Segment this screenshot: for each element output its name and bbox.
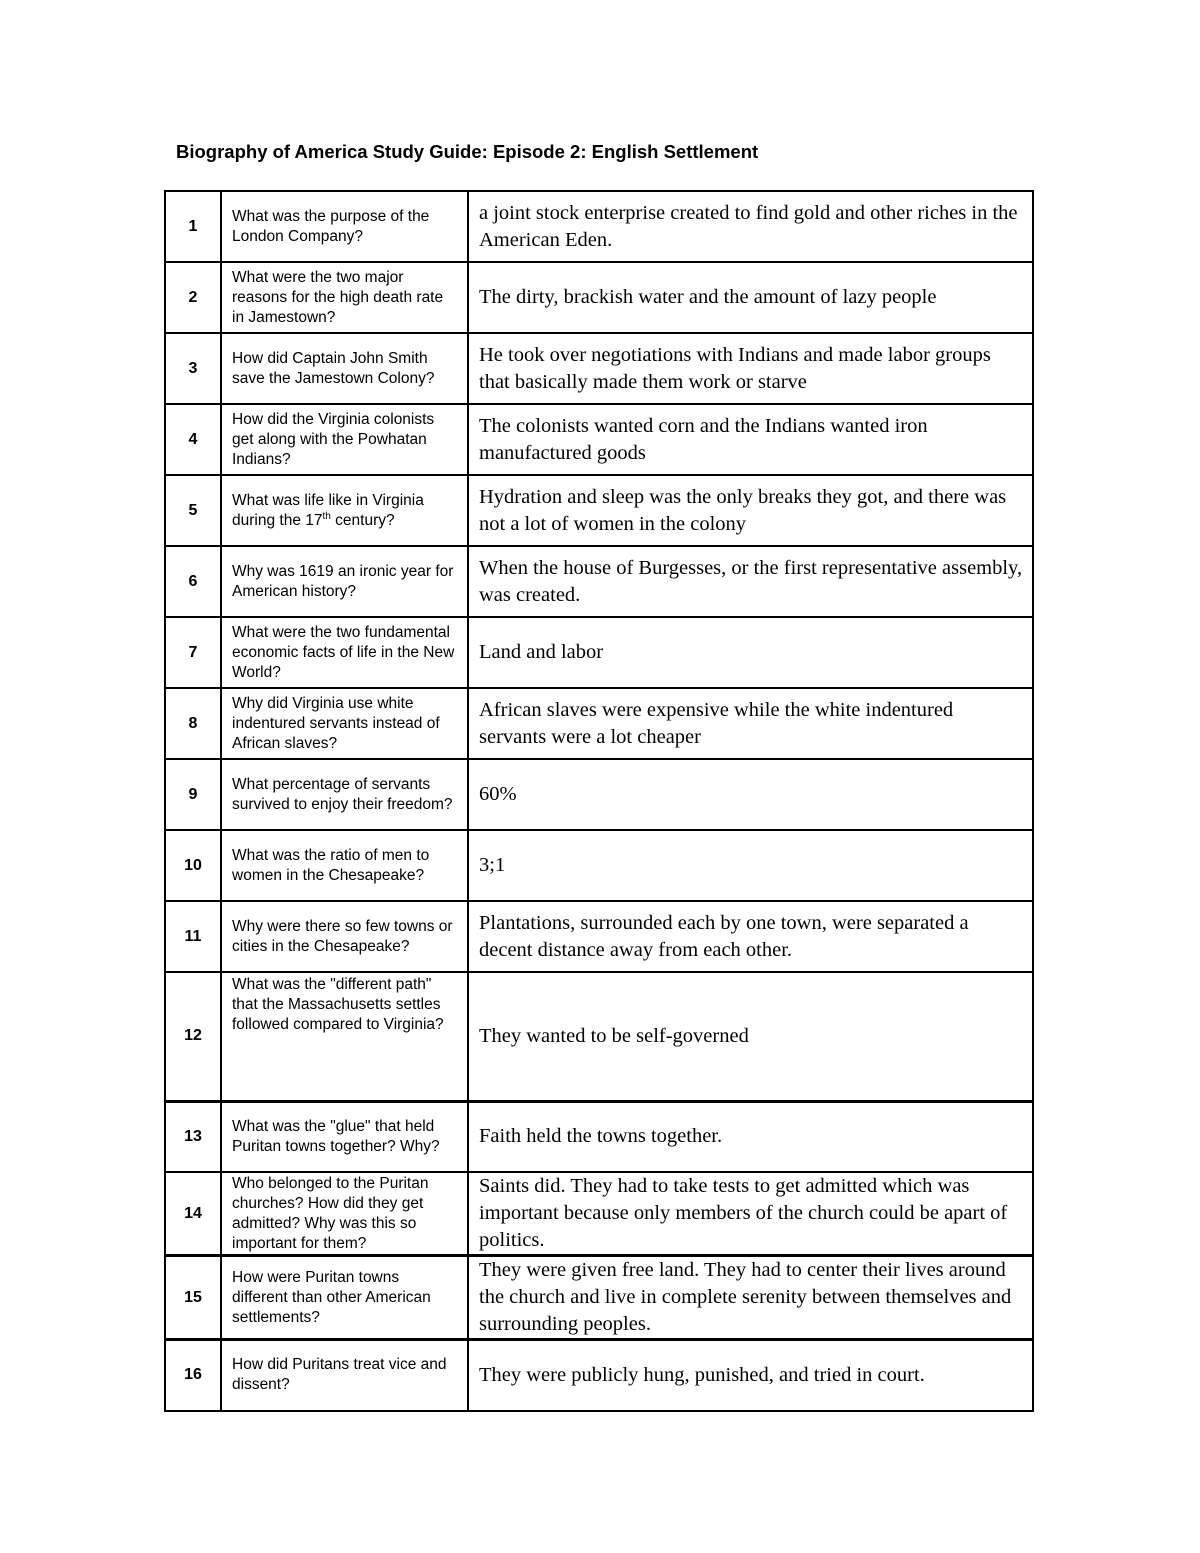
row-number: 1 xyxy=(165,191,221,262)
answer-cell: They were publicly hung, punished, and tried in court. xyxy=(468,1340,1033,1411)
table-row xyxy=(165,1172,1033,1256)
table-row xyxy=(165,191,1033,262)
answer-cell: Hydration and sleep was the only breaks they got, and there was not a lot of women in the colony xyxy=(468,475,1033,546)
table-row xyxy=(165,901,1033,972)
question-cell: How did Captain John Smith save the Jamestown Colony? xyxy=(221,333,468,404)
question-cell: What were the two fundamental economic facts of life in the New World? xyxy=(221,617,468,688)
table-row xyxy=(165,830,1033,901)
ordinal-superscript: th xyxy=(322,510,331,522)
question-cell: Why were there so few towns or cities in the Chesapeake? xyxy=(221,901,468,972)
row-number: 4 xyxy=(165,404,221,475)
table-row xyxy=(165,333,1033,404)
question-cell: How did Puritans treat vice and dissent? xyxy=(221,1340,468,1411)
table-row xyxy=(165,688,1033,759)
answer-cell: 60% xyxy=(468,759,1033,830)
question-cell: What was the "different path" that the Massachusetts settles followed compared to Virginia? xyxy=(221,972,468,1101)
question-cell xyxy=(221,475,468,546)
answer-cell: African slaves were expensive while the white indentured servants were a lot cheaper xyxy=(468,688,1033,759)
answer-cell: When the house of Burgesses, or the first representative assembly, was created. xyxy=(468,546,1033,617)
row-number: 13 xyxy=(165,1101,221,1172)
row-number: 2 xyxy=(165,262,221,333)
row-number: 9 xyxy=(165,759,221,830)
answer-cell: Plantations, surrounded each by one town, were separated a decent distance away from each other. xyxy=(468,901,1033,972)
question-cell: What were the two major reasons for the high death rate in Jamestown? xyxy=(221,262,468,333)
question-cell: What was the purpose of the London Company? xyxy=(221,191,468,262)
row-number: 5 xyxy=(165,475,221,546)
answer-cell: Faith held the towns together. xyxy=(468,1101,1033,1172)
answer-cell: They wanted to be self-governed xyxy=(468,972,1033,1101)
table-row xyxy=(165,262,1033,333)
study-guide-table xyxy=(164,190,1034,1412)
answer-cell: The colonists wanted corn and the Indians wanted iron manufactured goods xyxy=(468,404,1033,475)
table-row xyxy=(165,972,1033,1101)
row-number: 15 xyxy=(165,1256,221,1340)
table-row xyxy=(165,1101,1033,1172)
question-cell: What was the ratio of men to women in the Chesapeake? xyxy=(221,830,468,901)
question-cell: What percentage of servants survived to enjoy their freedom? xyxy=(221,759,468,830)
document-title: Biography of America Study Guide: Episode 2: English Settlement xyxy=(176,141,759,162)
answer-cell: 3;1 xyxy=(468,830,1033,901)
row-number: 14 xyxy=(165,1172,221,1256)
question-text: What was life like in Virginia during the 17 xyxy=(232,491,424,529)
question-cell: How were Puritan towns different than other American settlements? xyxy=(221,1256,468,1340)
question-cell: How did the Virginia colonists get along with the Powhatan Indians? xyxy=(221,404,468,475)
answer-cell: They were given free land. They had to center their lives around the church and live in complete serenity between themselves and surrounding peoples. xyxy=(468,1256,1033,1340)
row-number: 3 xyxy=(165,333,221,404)
answer-cell: He took over negotiations with Indians and made labor groups that basically made them work or starve xyxy=(468,333,1033,404)
question-cell: Why did Virginia use white indentured servants instead of African slaves? xyxy=(221,688,468,759)
table-row xyxy=(165,617,1033,688)
answer-cell: Saints did. They had to take tests to get admitted which was important because only members of the church could be apart of politics. xyxy=(468,1172,1033,1256)
row-number: 12 xyxy=(165,972,221,1101)
table-row xyxy=(165,1256,1033,1340)
question-cell: Who belonged to the Puritan churches? How did they get admitted? Why was this so important for them? xyxy=(221,1172,468,1256)
answer-cell: a joint stock enterprise created to find gold and other riches in the American Eden. xyxy=(468,191,1033,262)
row-number: 6 xyxy=(165,546,221,617)
table-row xyxy=(165,1340,1033,1411)
answer-cell: The dirty, brackish water and the amount of lazy people xyxy=(468,262,1033,333)
table-row xyxy=(165,759,1033,830)
row-number: 16 xyxy=(165,1340,221,1411)
question-cell: Why was 1619 an ironic year for American history? xyxy=(221,546,468,617)
row-number: 8 xyxy=(165,688,221,759)
row-number: 11 xyxy=(165,901,221,972)
table-row xyxy=(165,404,1033,475)
table-row xyxy=(165,546,1033,617)
question-cell: What was the "glue" that held Puritan towns together? Why? xyxy=(221,1101,468,1172)
table-row xyxy=(165,475,1033,546)
answer-cell: Land and labor xyxy=(468,617,1033,688)
row-number: 10 xyxy=(165,830,221,901)
row-number: 7 xyxy=(165,617,221,688)
question-text-end: century? xyxy=(330,511,395,529)
